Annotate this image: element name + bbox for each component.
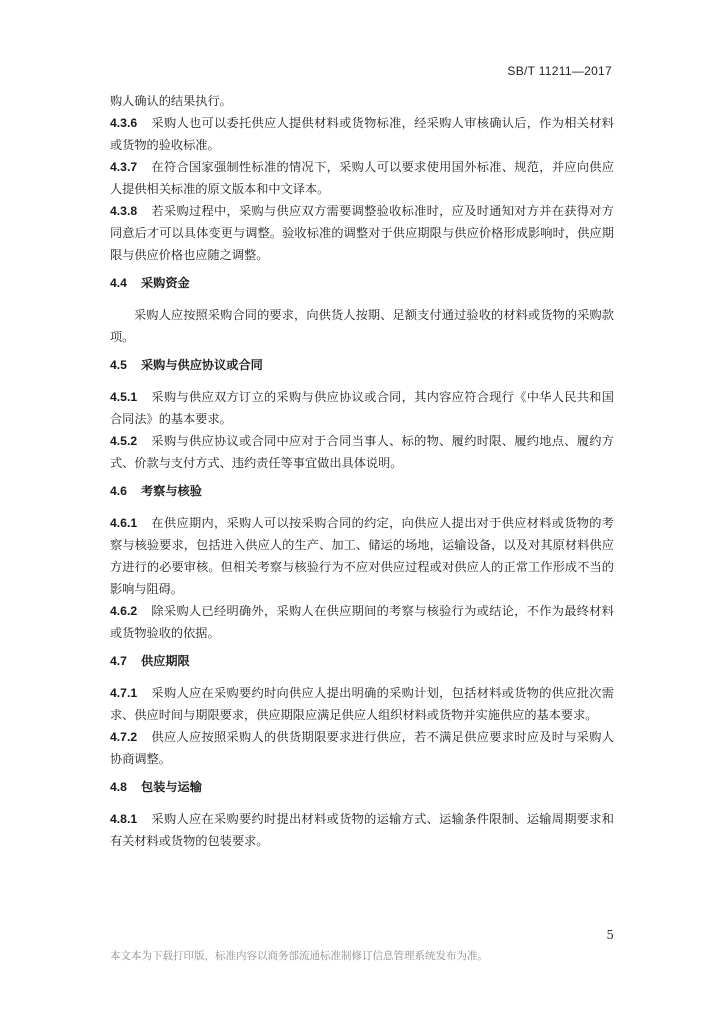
section-title: 采购与供应协议或合同 <box>140 358 263 372</box>
section-title: 考察与核验 <box>140 484 202 498</box>
clause-text: 采购与供应协议或合同中应对于合同当事人、标的物、履约时限、履约地点、履约方式、价款与支付方式、违约责任等事宜做出具体说明。 <box>110 434 614 470</box>
footer-disclaimer: 本文本为下载打印版，标准内容以商务部流通标准制修订信息管理系统发布为准。 <box>110 950 488 962</box>
section-heading-4-6 <box>110 480 614 502</box>
clause-4-3-6 <box>110 112 614 156</box>
clause-text: 除采购人已经明确外，采购人在供应期间的考察与核验行为或结论，不作为最终材料或货物验收的依据。 <box>110 604 614 640</box>
clause-4-7-1 <box>110 682 614 726</box>
clause-4-3-8 <box>110 200 614 266</box>
clause-text: 供应人应按照采购人的供货期限要求进行供应，若不满足供应要求时应及时与采购人协商调整。 <box>110 730 614 766</box>
section-title: 供应期限 <box>140 654 190 668</box>
clause-4-7-2 <box>110 726 614 770</box>
clause-text: 在符合国家强制性标准的情况下，采购人可以要求使用国外标准、规范，并应向供应人提供相关标准的原文版本和中文译本。 <box>110 160 614 196</box>
section-title: 包装与运输 <box>140 780 202 794</box>
clause-text: 采购与供应双方订立的采购与供应协议或合同，其内容应符合现行《中华人民共和国合同法》的基本要求。 <box>110 390 614 426</box>
section-heading-4-4 <box>110 272 614 294</box>
clause-text: 若采购过程中，采购与供应双方需要调整验收标准时，应及时通知对方并在获得对方同意后才可以具体变更与调整。验收标准的调整对于供应期限与供应价格形成影响时，供应期限与供应价格也应随之调整。 <box>110 204 614 262</box>
section-heading-4-8 <box>110 776 614 798</box>
clause-number: 4.7.2 <box>110 730 138 744</box>
section-title: 采购资金 <box>140 276 190 290</box>
clause-number: 4.3.6 <box>110 116 138 130</box>
clause-number: 4.5.2 <box>110 434 138 448</box>
clause-4-8-1 <box>110 808 614 852</box>
clause-4-5-2 <box>110 430 614 474</box>
section-heading-4-7 <box>110 650 614 672</box>
section-number: 4.8 <box>110 780 127 794</box>
clause-4-6-2 <box>110 600 614 644</box>
paragraph-4-4: 采购人应按照采购合同的要求，向供货人按期、足额支付通过验收的材料或货物的采购款项。 <box>110 308 614 344</box>
clause-4-6-1 <box>110 512 614 600</box>
clause-text: 采购人也可以委托供应人提供材料或货物标准，经采购人审核确认后，作为相关材料或货物的验收标准。 <box>110 116 614 152</box>
document-body <box>110 90 614 852</box>
clause-number: 4.6.2 <box>110 604 138 618</box>
section-heading-4-5 <box>110 354 614 376</box>
paragraph-continuation: 购人确认的结果执行。 <box>110 94 232 108</box>
clause-text: 采购人应在采购要约时提出材料或货物的运输方式、运输条件限制、运输周期要求和有关材料或货物的包装要求。 <box>110 812 614 848</box>
section-number: 4.7 <box>110 654 127 668</box>
document-code: SB/T 11211—2017 <box>507 64 612 78</box>
clause-number: 4.6.1 <box>110 516 138 530</box>
clause-number: 4.5.1 <box>110 390 138 404</box>
section-number: 4.5 <box>110 358 127 372</box>
clause-number: 4.7.1 <box>110 686 138 700</box>
page-number: 5 <box>606 928 614 942</box>
clause-number: 4.3.7 <box>110 160 138 174</box>
section-number: 4.6 <box>110 484 127 498</box>
section-number: 4.4 <box>110 276 127 290</box>
clause-text: 采购人应在采购要约时向供应人提出明确的采购计划，包括材料或货物的供应批次需求、供应时间与期限要求，供应期限应满足供应人组织材料或货物并实施供应的基本要求。 <box>110 686 614 722</box>
clause-text: 在供应期内，采购人可以按采购合同的约定，向供应人提出对于供应材料或货物的考察与核验要求，包括进入供应人的生产、加工、储运的场地，运输设备，以及对其原材料供应方进行的必要审核。但相关考察与核验行为不应对供应过程或对供应人的正常工作形成不当的影响与阻碍。 <box>110 516 614 596</box>
clause-number: 4.3.8 <box>110 204 138 218</box>
clause-4-5-1 <box>110 386 614 430</box>
clause-number: 4.8.1 <box>110 812 138 826</box>
clause-4-3-7 <box>110 156 614 200</box>
